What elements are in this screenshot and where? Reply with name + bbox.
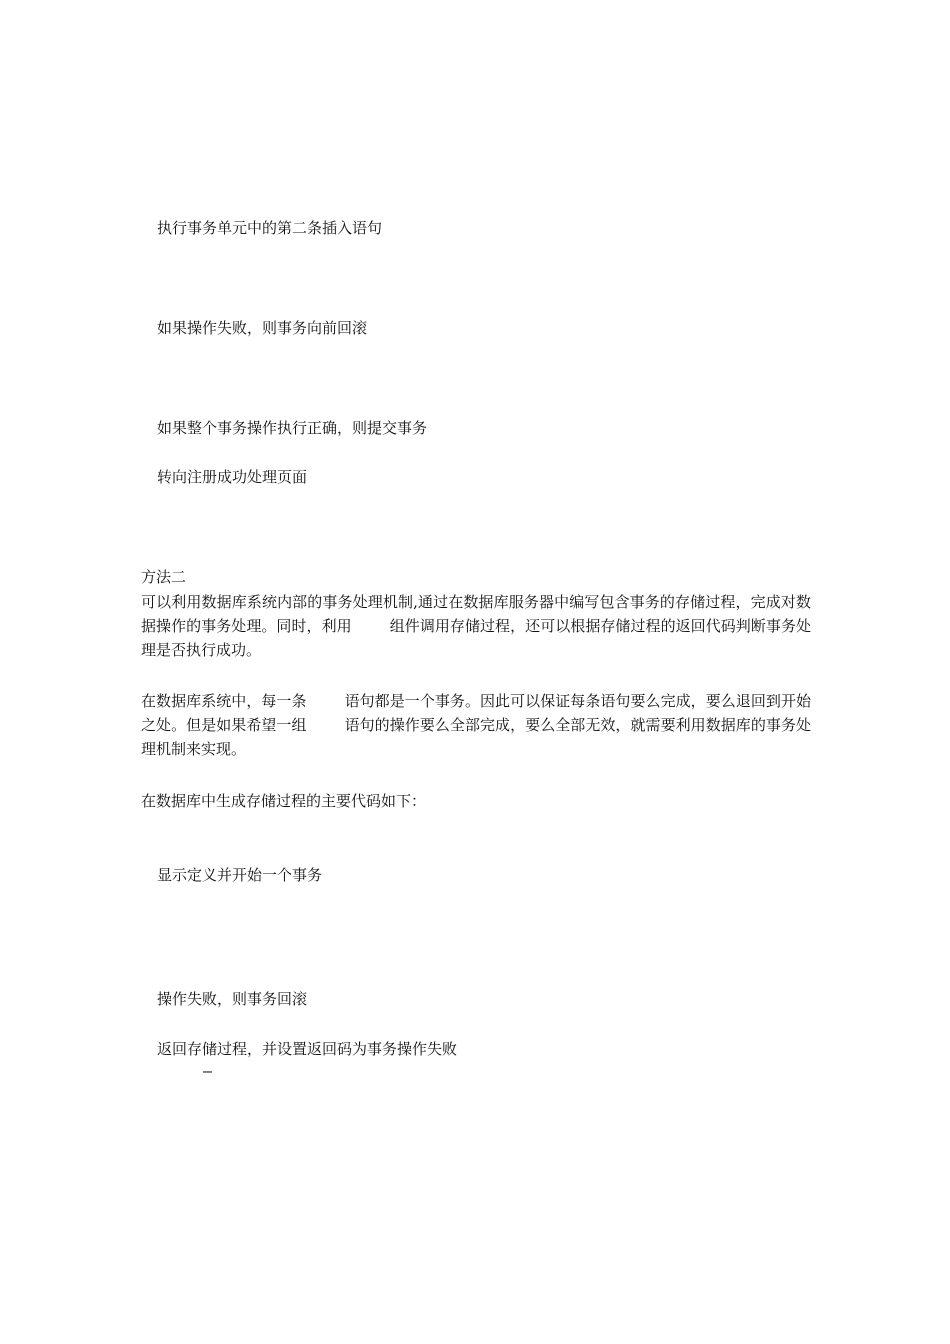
code-comment-redirect: 转向注册成功处理页面 xyxy=(157,468,308,486)
paragraph-sql-transaction xyxy=(141,689,811,761)
section-title: 方法二 xyxy=(141,568,187,586)
code-dash: — xyxy=(203,1062,213,1080)
code-comment-rollback: 如果操作失败，则事务向前回滚 xyxy=(157,319,368,337)
paragraph-sql-transaction-part-b: 语句都是一个事务。因此可以保证每条语句要么完成，要么退回到开始之处。但是如果希望一组 xyxy=(141,692,811,734)
code-comment-insert-second: 执行事务单元中的第二条插入语句 xyxy=(157,219,383,237)
paragraph-method-two xyxy=(141,590,811,662)
code-comment-rollback-on-fail: 操作失败，则事务回滚 xyxy=(157,990,308,1008)
paragraph-method-two-part-a: 可以利用数据库系统内部的事务处理机制,通过在数据库服务器中编写包含事务的存储过程，完成对数据操作的事务处理。同时，利用 xyxy=(141,593,811,635)
paragraph-method-two-part-b: 组件调用存储过程，还可以根据存储过程的返回代码判断事务处理是否执行成功。 xyxy=(141,617,811,659)
paragraph-sql-transaction-part-c: 语句的操作要么全部完成，要么全部无效，就需要利用数据库的事务处理机制来实现。 xyxy=(141,716,811,758)
code-comment-return-code: 返回存储过程，并设置返回码为事务操作失败 xyxy=(157,1040,458,1058)
code-comment-commit: 如果整个事务操作执行正确，则提交事务 xyxy=(157,419,428,437)
paragraph-code-intro: 在数据库中生成存储过程的主要代码如下： xyxy=(141,792,427,810)
paragraph-sql-transaction-part-a: 在数据库系统中，每一条 xyxy=(141,692,307,710)
code-comment-begin-transaction: 显示定义并开始一个事务 xyxy=(157,866,323,884)
